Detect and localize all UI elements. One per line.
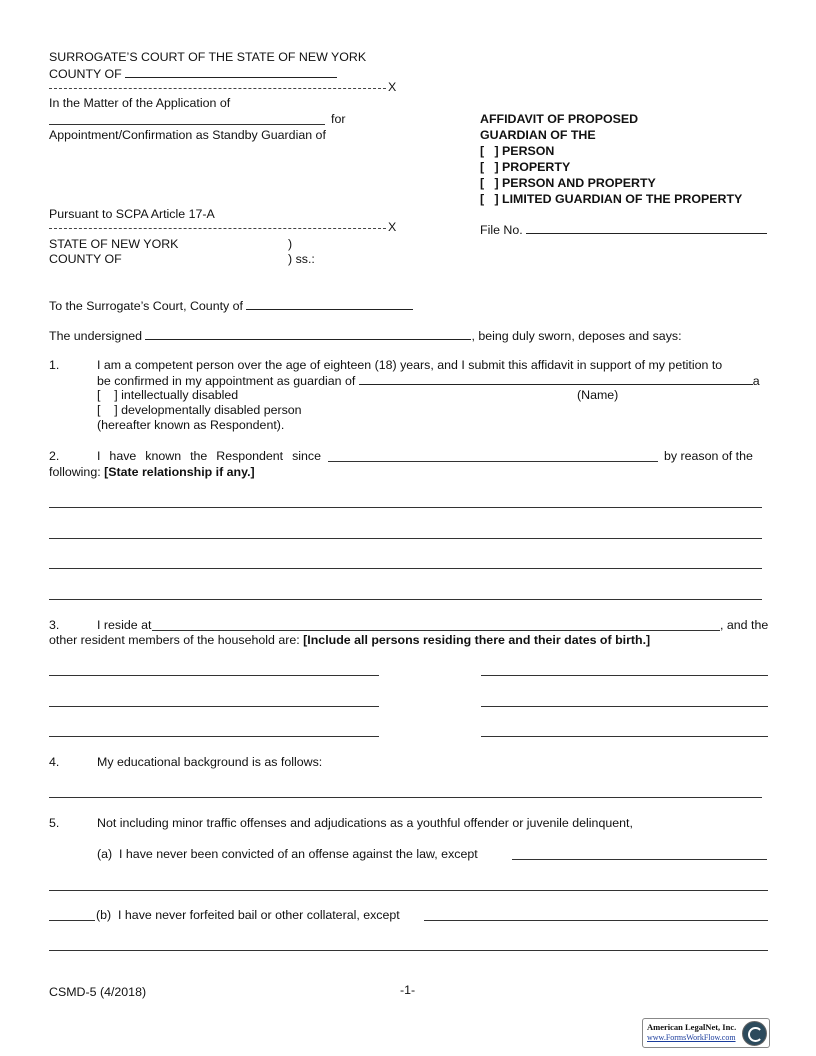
logo-company-name: American LegalNet, Inc.	[647, 1022, 737, 1032]
p1-hereafter: (hereafter known as Respondent).	[97, 418, 285, 432]
file-no-label: File No.	[480, 223, 523, 237]
relationship-line-4[interactable]	[49, 599, 762, 600]
p2-word-4: the	[190, 449, 208, 463]
option-property[interactable]	[480, 160, 570, 175]
p2-word-3: known	[145, 449, 182, 463]
p2-reason	[664, 449, 768, 464]
p2-following-label: following:	[49, 465, 101, 479]
court-heading: SURROGATE’S COURT OF THE STATE OF NEW YORK	[49, 50, 367, 64]
p2-reason-text: by reason of the	[664, 449, 753, 463]
applicant-name-blank[interactable]	[49, 124, 325, 125]
option-limited-guardian-checkbox[interactable]: [ ]	[480, 192, 499, 206]
p3-include: [Include all persons residing there and their dates of birth.]	[303, 633, 651, 647]
p2-following	[49, 465, 255, 480]
household-member-right-3[interactable]	[481, 736, 768, 737]
option-property-checkbox[interactable]: [ ]	[480, 160, 499, 174]
deponent-name-blank[interactable]	[145, 328, 471, 340]
p2-word-5: Respondent	[216, 449, 284, 463]
venue-paren: )	[288, 237, 293, 251]
court-county-blank[interactable]	[246, 298, 413, 310]
logo-swirl-icon	[742, 1021, 767, 1046]
to-court-line	[49, 298, 413, 314]
sworn-label: , being duly sworn, deposes and says:	[471, 329, 682, 343]
file-no-blank[interactable]	[526, 222, 767, 234]
conviction-exception-blank[interactable]	[512, 859, 767, 860]
respondent-name-blank[interactable]	[359, 373, 753, 385]
x-mark-bottom: X	[388, 220, 397, 234]
county-line	[49, 66, 337, 82]
relationship-line-2[interactable]	[49, 538, 762, 539]
to-court-label: To the Surrogate’s Court, County of	[49, 299, 243, 313]
p3-and-the: , and the	[720, 618, 769, 632]
p4-text: My educational background is as follows:	[97, 755, 323, 769]
p4-number: 4.	[49, 755, 60, 769]
household-member-left-1[interactable]	[49, 675, 379, 676]
household-member-right-1[interactable]	[481, 675, 768, 676]
education-line[interactable]	[49, 797, 762, 798]
p3-number: 3.	[49, 618, 60, 632]
p2-word-1: I	[97, 449, 101, 463]
developmental-checkbox[interactable]: [ ]	[97, 403, 118, 417]
title-line2: GUARDIAN OF THE	[480, 128, 596, 142]
option-limited-guardian-label: LIMITED GUARDIAN OF THE PROPERTY	[502, 192, 743, 206]
option-limited-guardian[interactable]	[480, 192, 742, 207]
option-person-label: PERSON	[502, 144, 555, 158]
option-person[interactable]	[480, 144, 554, 159]
publisher-logo[interactable]	[642, 1018, 770, 1048]
option-person-and-property[interactable]	[480, 176, 656, 191]
p5b-text: (b) I have never forfeited bail or other collateral, except	[96, 908, 400, 922]
option-person-and-property-label: PERSON AND PROPERTY	[502, 176, 656, 190]
p2-state-relationship: [State relationship if any.]	[104, 465, 255, 479]
caption-divider-top	[49, 88, 386, 89]
venue-state: STATE OF NEW YORK	[49, 237, 179, 251]
title-line1: AFFIDAVIT OF PROPOSED	[480, 112, 639, 126]
pursuant-line: Pursuant to SCPA Article 17-A	[49, 207, 215, 221]
p2-lead-text	[97, 449, 321, 464]
file-no-line	[480, 222, 767, 238]
residence-address-blank[interactable]	[152, 630, 720, 631]
developmental-label: developmentally disabled person	[121, 403, 302, 417]
county-label: COUNTY OF	[49, 67, 122, 81]
x-mark-top: X	[388, 80, 397, 94]
p2-number: 2.	[49, 449, 60, 463]
p1-number: 1.	[49, 358, 60, 372]
p1-guardian-of: be confirmed in my appointment as guardian of	[97, 374, 356, 388]
intellectual-checkbox[interactable]: [ ]	[97, 388, 118, 402]
p1-intellectual-option[interactable]	[97, 388, 238, 403]
relationship-line-1[interactable]	[49, 507, 762, 508]
conviction-exception-line[interactable]	[49, 890, 768, 891]
venue-county: COUNTY OF	[49, 252, 122, 266]
option-person-and-property-checkbox[interactable]: [ ]	[480, 176, 499, 190]
household-member-left-3[interactable]	[49, 736, 379, 737]
for-label: for	[331, 112, 346, 126]
matter-line: In the Matter of the Application of	[49, 96, 231, 110]
p1-a: a	[752, 374, 760, 388]
p5a-text: (a) I have never been convicted of an offense against the law, except	[97, 847, 478, 861]
county-blank[interactable]	[125, 66, 337, 78]
p5-number: 5.	[49, 816, 60, 830]
form-id: CSMD-5 (4/2018)	[49, 985, 147, 999]
p3-other-label: other resident members of the household are:	[49, 633, 300, 647]
p2-word-6: since	[292, 449, 321, 463]
household-member-right-2[interactable]	[481, 706, 768, 707]
undersigned-line	[49, 328, 682, 344]
p1-developmental-option[interactable]	[97, 403, 302, 418]
intellectual-label: intellectually disabled	[121, 388, 239, 402]
p2-word-2: have	[109, 449, 137, 463]
appointment-line: Appointment/Confirmation as Standby Guardian of	[49, 128, 326, 142]
p5-text: Not including minor traffic offenses and adjudications as a youthful offender or juvenile delinquent,	[97, 816, 633, 830]
p3-other-members	[49, 633, 650, 648]
name-caption: (Name)	[577, 388, 619, 402]
page-number: -1-	[400, 983, 416, 997]
bail-exception-line[interactable]	[49, 950, 768, 951]
option-person-checkbox[interactable]: [ ]	[480, 144, 499, 158]
option-property-label: PROPERTY	[502, 160, 571, 174]
venue-ss: ) ss.:	[288, 252, 315, 266]
caption-divider-bottom	[49, 228, 386, 229]
logo-url[interactable]: www.FormsWorkFlow.com	[647, 1033, 736, 1042]
relationship-line-3[interactable]	[49, 568, 762, 569]
p1-line1: I am a competent person over the age of eighteen (18) years, and I submit this affidavit in support of my petition to	[97, 358, 723, 372]
bail-initial-blank[interactable]	[49, 920, 95, 921]
undersigned-label: The undersigned	[49, 329, 142, 343]
bail-exception-blank[interactable]	[424, 920, 768, 921]
p3-reside: I reside at	[97, 618, 152, 632]
p1-line2	[97, 373, 760, 389]
known-since-blank[interactable]	[328, 461, 658, 462]
household-member-left-2[interactable]	[49, 706, 379, 707]
